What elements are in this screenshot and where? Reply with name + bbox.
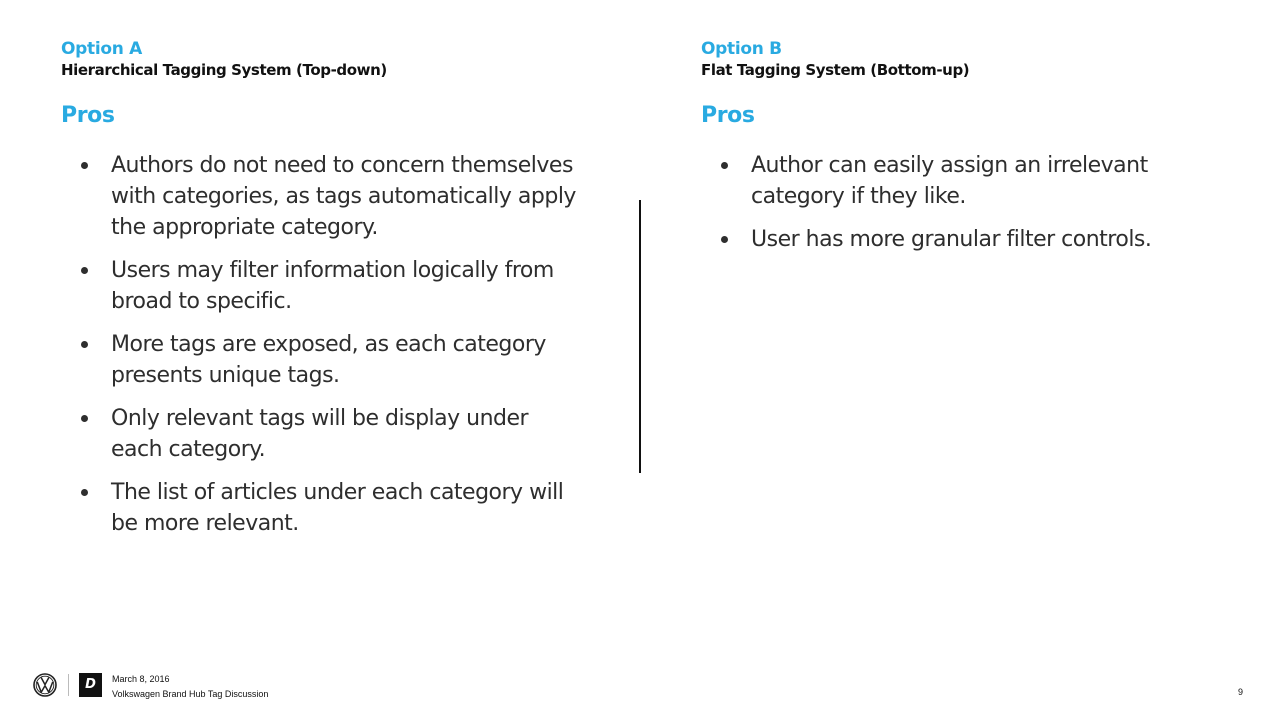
- list-item: The list of articles under each category will be more relevant.: [61, 477, 581, 539]
- option-a-label: Option A: [61, 39, 143, 59]
- bullet-icon: [81, 162, 88, 169]
- option-a-pros-list: [61, 150, 601, 539]
- footer-title: Volkswagen Brand Hub Tag Discussion: [112, 689, 269, 699]
- option-b-column: [701, 38, 1241, 267]
- bullet-icon: [81, 267, 88, 274]
- column-divider: [639, 200, 641, 473]
- volkswagen-logo-icon: [33, 673, 57, 697]
- option-b-pros-heading: Pros: [701, 103, 755, 128]
- footer-badge: D: [79, 673, 102, 697]
- option-a-pros-heading: Pros: [61, 103, 115, 128]
- bullet-icon: [721, 236, 728, 243]
- list-item: Authors do not need to concern themselves with categories, as tags automatically apply the appropriate category.: [61, 150, 581, 243]
- option-b-subtitle: Flat Tagging System (Bottom-up): [701, 61, 970, 79]
- option-b-label: Option B: [701, 39, 782, 59]
- list-item: More tags are exposed, as each category presents unique tags.: [61, 329, 581, 391]
- bullet-icon: [721, 162, 728, 169]
- bullet-icon: [81, 489, 88, 496]
- list-item: Author can easily assign an irrelevant category if they like.: [701, 150, 1221, 212]
- list-item: User has more granular filter controls.: [701, 224, 1221, 255]
- list-item: Users may filter information logically from broad to specific.: [61, 255, 581, 317]
- option-b-pros-list: [701, 150, 1241, 255]
- bullet-icon: [81, 341, 88, 348]
- option-a-subtitle: Hierarchical Tagging System (Top-down): [61, 61, 387, 79]
- bullet-icon: [81, 415, 88, 422]
- list-item: Only relevant tags will be display under each category.: [61, 403, 581, 465]
- footer-text: [112, 672, 268, 702]
- option-a-column: [61, 38, 601, 551]
- footer-date: March 8, 2016: [112, 674, 170, 684]
- footer-separator: [68, 674, 69, 696]
- page-number: 9: [1237, 687, 1243, 697]
